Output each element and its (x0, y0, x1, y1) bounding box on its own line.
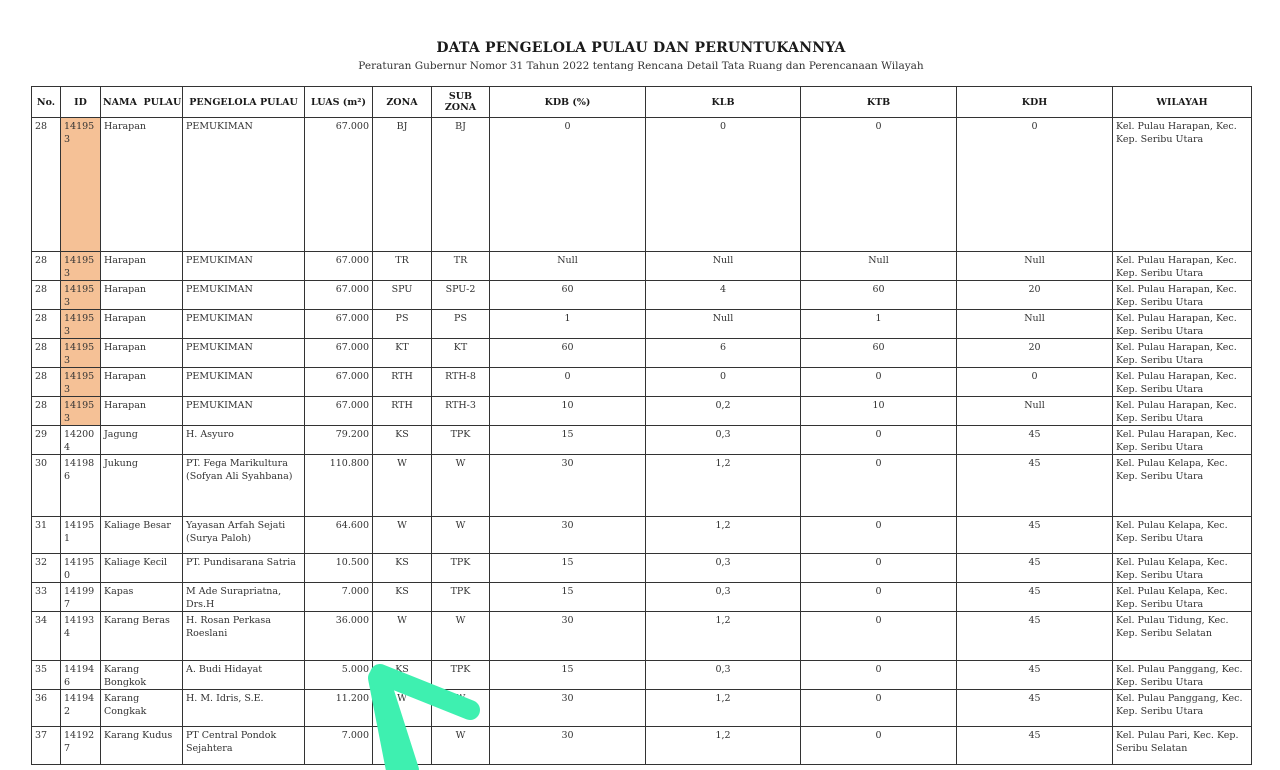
header-nama-pulau: NAMA PULAU (101, 87, 183, 118)
cell-kdh: 45 (957, 517, 1113, 554)
cell-nama-pulau: Harapan (101, 118, 183, 252)
cell-nama-pulau: Karang Beras (101, 612, 183, 661)
table-body (32, 118, 1252, 765)
cell-ktb: 1 (801, 310, 957, 339)
cell-wilayah: Kel. Pulau Kelapa, Kec. Kep. Seribu Utara (1113, 583, 1252, 612)
cell-wilayah: Kel. Pulau Harapan, Kec. Kep. Seribu Utara (1113, 118, 1252, 252)
cell-wilayah: Kel. Pulau Panggang, Kec. Kep. Seribu Utara (1113, 661, 1252, 690)
cell-luas: 110.800 (305, 455, 373, 517)
cell-luas: 67.000 (305, 339, 373, 368)
cell-pengelola: H. Rosan Perkasa Roeslani (183, 612, 305, 661)
cell-luas: 11.200 (305, 690, 373, 727)
cell-ktb: 0 (801, 455, 957, 517)
cell-wilayah: Kel. Pulau Harapan, Kec. Kep. Seribu Utara (1113, 397, 1252, 426)
table-row (32, 426, 1252, 455)
cell-zona: KT (373, 339, 432, 368)
cell-id: 141953 (61, 252, 101, 281)
cell-wilayah: Kel. Pulau Harapan, Kec. Kep. Seribu Utara (1113, 368, 1252, 397)
table-row (32, 368, 1252, 397)
cell-kdh: 0 (957, 368, 1113, 397)
cell-wilayah: Kel. Pulau Kelapa, Kec. Kep. Seribu Utara (1113, 455, 1252, 517)
header-id: ID (61, 87, 101, 118)
table-row (32, 397, 1252, 426)
cell-sub-zona: W (432, 517, 490, 554)
cell-zona: TR (373, 252, 432, 281)
cell-kdh: 20 (957, 281, 1113, 310)
cell-kdb: 15 (490, 554, 646, 583)
cell-ktb: 0 (801, 690, 957, 727)
cell-ktb: 10 (801, 397, 957, 426)
cell-sub-zona: RTH-8 (432, 368, 490, 397)
cell-luas: 67.000 (305, 310, 373, 339)
cell-kdh: 45 (957, 583, 1113, 612)
cell-zona: BJ (373, 118, 432, 252)
cell-sub-zona: TPK (432, 583, 490, 612)
cell-pengelola: PEMUKIMAN (183, 281, 305, 310)
cell-sub-zona: W (432, 612, 490, 661)
table-row (32, 661, 1252, 690)
cell-sub-zona: BJ (432, 118, 490, 252)
cell-kdb: 15 (490, 426, 646, 455)
cell-no: 30 (32, 455, 61, 517)
header-pengelola-pulau: PENGELOLA PULAU (183, 87, 305, 118)
cell-pengelola: A. Budi Hidayat (183, 661, 305, 690)
cell-klb: 0 (646, 368, 801, 397)
cell-nama-pulau: Jukung (101, 455, 183, 517)
cell-no: 36 (32, 690, 61, 727)
cell-ktb: 0 (801, 583, 957, 612)
cell-luas: 7.000 (305, 727, 373, 765)
cell-zona: W (373, 517, 432, 554)
cell-id: 141953 (61, 281, 101, 310)
cell-sub-zona: TPK (432, 554, 490, 583)
cell-zona: KS (373, 661, 432, 690)
table-header (32, 87, 1252, 118)
cell-kdb: 15 (490, 583, 646, 612)
cell-pengelola: PT. Fega Marikultura (Sofyan Ali Syahbana) (183, 455, 305, 517)
cell-id: 141942 (61, 690, 101, 727)
document-title: DATA PENGELOLA PULAU DAN PERUNTUKANNYA (436, 40, 846, 56)
cell-ktb: 0 (801, 368, 957, 397)
cell-nama-pulau: Harapan (101, 281, 183, 310)
cell-id: 141946 (61, 661, 101, 690)
cell-sub-zona: W (432, 727, 490, 765)
cell-ktb: 0 (801, 118, 957, 252)
cell-klb: 1,2 (646, 727, 801, 765)
cell-kdb: 15 (490, 661, 646, 690)
cell-klb: 4 (646, 281, 801, 310)
table-row (32, 281, 1252, 310)
cell-no: 28 (32, 118, 61, 252)
cell-kdb: 0 (490, 368, 646, 397)
cell-luas: 67.000 (305, 118, 373, 252)
cell-ktb: Null (801, 252, 957, 281)
header-sub-zona: SUB ZONA (432, 87, 490, 118)
cell-luas: 67.000 (305, 281, 373, 310)
cell-pengelola: PEMUKIMAN (183, 118, 305, 252)
cell-kdh: 45 (957, 727, 1113, 765)
cell-ktb: 60 (801, 339, 957, 368)
cell-ktb: 0 (801, 727, 957, 765)
table-row (32, 252, 1252, 281)
cell-sub-zona: W (432, 690, 490, 727)
table-row (32, 118, 1252, 252)
cell-no: 28 (32, 310, 61, 339)
cell-kdb: 30 (490, 727, 646, 765)
cell-id: 142004 (61, 426, 101, 455)
cell-zona: W (373, 690, 432, 727)
cell-zona: KS (373, 426, 432, 455)
cell-luas: 10.500 (305, 554, 373, 583)
cell-kdh: 45 (957, 612, 1113, 661)
header-klb: KLB (646, 87, 801, 118)
cell-wilayah: Kel. Pulau Harapan, Kec. Kep. Seribu Utara (1113, 281, 1252, 310)
table-row (32, 583, 1252, 612)
cell-nama-pulau: Kaliage Kecil (101, 554, 183, 583)
cell-nama-pulau: Karang Bongkok (101, 661, 183, 690)
cell-wilayah: Kel. Pulau Kelapa, Kec. Kep. Seribu Utara (1113, 517, 1252, 554)
cell-pengelola: H. Asyuro (183, 426, 305, 455)
cell-id: 141953 (61, 310, 101, 339)
cell-pengelola: PEMUKIMAN (183, 397, 305, 426)
cell-luas: 79.200 (305, 426, 373, 455)
cell-pengelola: PEMUKIMAN (183, 252, 305, 281)
cell-kdh: 45 (957, 554, 1113, 583)
cell-id: 141953 (61, 397, 101, 426)
cell-no: 28 (32, 252, 61, 281)
header-kdh: KDH (957, 87, 1113, 118)
cell-no: 31 (32, 517, 61, 554)
cell-nama-pulau: Jagung (101, 426, 183, 455)
cell-pengelola: PT. Pundisarana Satria (183, 554, 305, 583)
cell-nama-pulau: Karang Congkak (101, 690, 183, 727)
cell-kdb: 30 (490, 455, 646, 517)
cell-pengelola: H. M. Idris, S.E. (183, 690, 305, 727)
cell-klb: 0,3 (646, 661, 801, 690)
cell-zona: KS (373, 583, 432, 612)
cell-wilayah: Kel. Pulau Panggang, Kec. Kep. Seribu Utara (1113, 690, 1252, 727)
cell-luas: 5.000 (305, 661, 373, 690)
cell-pengelola: PEMUKIMAN (183, 339, 305, 368)
cell-no: 28 (32, 339, 61, 368)
cell-sub-zona: W (432, 455, 490, 517)
cell-sub-zona: TPK (432, 426, 490, 455)
cell-klb: 6 (646, 339, 801, 368)
cell-wilayah: Kel. Pulau Harapan, Kec. Kep. Seribu Utara (1113, 310, 1252, 339)
cell-klb: 1,2 (646, 517, 801, 554)
cell-luas: 67.000 (305, 252, 373, 281)
cell-klb: 1,2 (646, 455, 801, 517)
cell-no: 28 (32, 281, 61, 310)
cell-no: 28 (32, 368, 61, 397)
cell-id: 141986 (61, 455, 101, 517)
cell-sub-zona: RTH-3 (432, 397, 490, 426)
cell-wilayah: Kel. Pulau Harapan, Kec. Kep. Seribu Utara (1113, 252, 1252, 281)
cell-kdh: Null (957, 310, 1113, 339)
cell-luas: 64.600 (305, 517, 373, 554)
cell-zona: PS (373, 310, 432, 339)
cell-kdh: 20 (957, 339, 1113, 368)
cell-ktb: 0 (801, 517, 957, 554)
cell-klb: 1,2 (646, 690, 801, 727)
cell-kdh: 45 (957, 426, 1113, 455)
cell-ktb: 60 (801, 281, 957, 310)
cell-no: 28 (32, 397, 61, 426)
cell-kdh: Null (957, 252, 1113, 281)
cell-pengelola: Yayasan Arfah Sejati (Surya Paloh) (183, 517, 305, 554)
cell-wilayah: Kel. Pulau Harapan, Kec. Kep. Seribu Utara (1113, 339, 1252, 368)
cell-nama-pulau: Harapan (101, 252, 183, 281)
table-row (32, 517, 1252, 554)
cell-sub-zona: PS (432, 310, 490, 339)
cell-id: 141997 (61, 583, 101, 612)
cell-ktb: 0 (801, 612, 957, 661)
cell-nama-pulau: Kaliage Besar (101, 517, 183, 554)
header-no: No. (32, 87, 61, 118)
cell-ktb: 0 (801, 426, 957, 455)
cell-id: 141951 (61, 517, 101, 554)
cell-sub-zona: TR (432, 252, 490, 281)
cell-klb: 0,3 (646, 583, 801, 612)
cell-sub-zona: SPU-2 (432, 281, 490, 310)
cell-zona: W (373, 612, 432, 661)
cell-kdh: 0 (957, 118, 1113, 252)
cell-klb: Null (646, 310, 801, 339)
document-subtitle: Peraturan Gubernur Nomor 31 Tahun 2022 tentang Rencana Detail Tata Ruang dan Perencanaan Wilayah (358, 60, 924, 72)
cell-klb: 0,3 (646, 554, 801, 583)
cell-ktb: 0 (801, 554, 957, 583)
cell-sub-zona: TPK (432, 661, 490, 690)
table-row (32, 310, 1252, 339)
cell-no: 35 (32, 661, 61, 690)
table-row (32, 727, 1252, 765)
cell-luas: 7.000 (305, 583, 373, 612)
cell-kdb: 30 (490, 690, 646, 727)
cell-no: 33 (32, 583, 61, 612)
header-luas: LUAS (m²) (305, 87, 373, 118)
cell-klb: 0,3 (646, 426, 801, 455)
cell-klb: 0,2 (646, 397, 801, 426)
island-manager-table (31, 86, 1252, 765)
cell-kdb: 1 (490, 310, 646, 339)
table-row (32, 554, 1252, 583)
cell-kdb: Null (490, 252, 646, 281)
cell-zona: W (373, 455, 432, 517)
cell-luas: 67.000 (305, 368, 373, 397)
cell-nama-pulau: Harapan (101, 310, 183, 339)
header-ktb: KTB (801, 87, 957, 118)
cell-wilayah: Kel. Pulau Tidung, Kec. Kep. Seribu Selatan (1113, 612, 1252, 661)
cell-no: 37 (32, 727, 61, 765)
cell-luas: 67.000 (305, 397, 373, 426)
cell-pengelola: M Ade Surapriatna, Drs.H (183, 583, 305, 612)
cell-id: 141953 (61, 368, 101, 397)
cell-pengelola: PEMUKIMAN (183, 368, 305, 397)
cell-kdh: 45 (957, 690, 1113, 727)
cell-id: 141927 (61, 727, 101, 765)
cell-nama-pulau: Kapas (101, 583, 183, 612)
cell-id: 141934 (61, 612, 101, 661)
header-wilayah: WILAYAH (1113, 87, 1252, 118)
cell-wilayah: Kel. Pulau Harapan, Kec. Kep. Seribu Utara (1113, 426, 1252, 455)
cell-id: 141953 (61, 118, 101, 252)
cell-kdh: 45 (957, 661, 1113, 690)
table-row (32, 690, 1252, 727)
table-row (32, 612, 1252, 661)
cell-kdb: 30 (490, 612, 646, 661)
cell-wilayah: Kel. Pulau Pari, Kec. Kep. Seribu Selatan (1113, 727, 1252, 765)
cell-pengelola: PEMUKIMAN (183, 310, 305, 339)
cell-kdb: 30 (490, 517, 646, 554)
cell-kdb: 0 (490, 118, 646, 252)
cell-kdh: 45 (957, 455, 1113, 517)
cell-zona: SPU (373, 281, 432, 310)
cell-nama-pulau: Harapan (101, 339, 183, 368)
cell-nama-pulau: Karang Kudus (101, 727, 183, 765)
cell-kdb: 60 (490, 281, 646, 310)
cell-zona: RTH (373, 368, 432, 397)
cell-kdb: 60 (490, 339, 646, 368)
cell-wilayah: Kel. Pulau Kelapa, Kec. Kep. Seribu Utara (1113, 554, 1252, 583)
cell-kdh: Null (957, 397, 1113, 426)
cell-zona: RTH (373, 397, 432, 426)
cell-id: 141950 (61, 554, 101, 583)
cell-kdb: 10 (490, 397, 646, 426)
header-zona: ZONA (373, 87, 432, 118)
header-kdb: KDB (%) (490, 87, 646, 118)
header-row (32, 87, 1252, 118)
cell-no: 32 (32, 554, 61, 583)
cell-klb: 1,2 (646, 612, 801, 661)
cell-no: 29 (32, 426, 61, 455)
cell-nama-pulau: Harapan (101, 368, 183, 397)
cell-id: 141953 (61, 339, 101, 368)
cell-klb: Null (646, 252, 801, 281)
annotation-arrow-icon (340, 660, 500, 770)
cell-zona: KS (373, 554, 432, 583)
cell-klb: 0 (646, 118, 801, 252)
table-row (32, 455, 1252, 517)
cell-pengelola: PT Central Pondok Sejahtera (183, 727, 305, 765)
cell-luas: 36.000 (305, 612, 373, 661)
cell-no: 34 (32, 612, 61, 661)
cell-ktb: 0 (801, 661, 957, 690)
table-row (32, 339, 1252, 368)
cell-sub-zona: KT (432, 339, 490, 368)
cell-nama-pulau: Harapan (101, 397, 183, 426)
